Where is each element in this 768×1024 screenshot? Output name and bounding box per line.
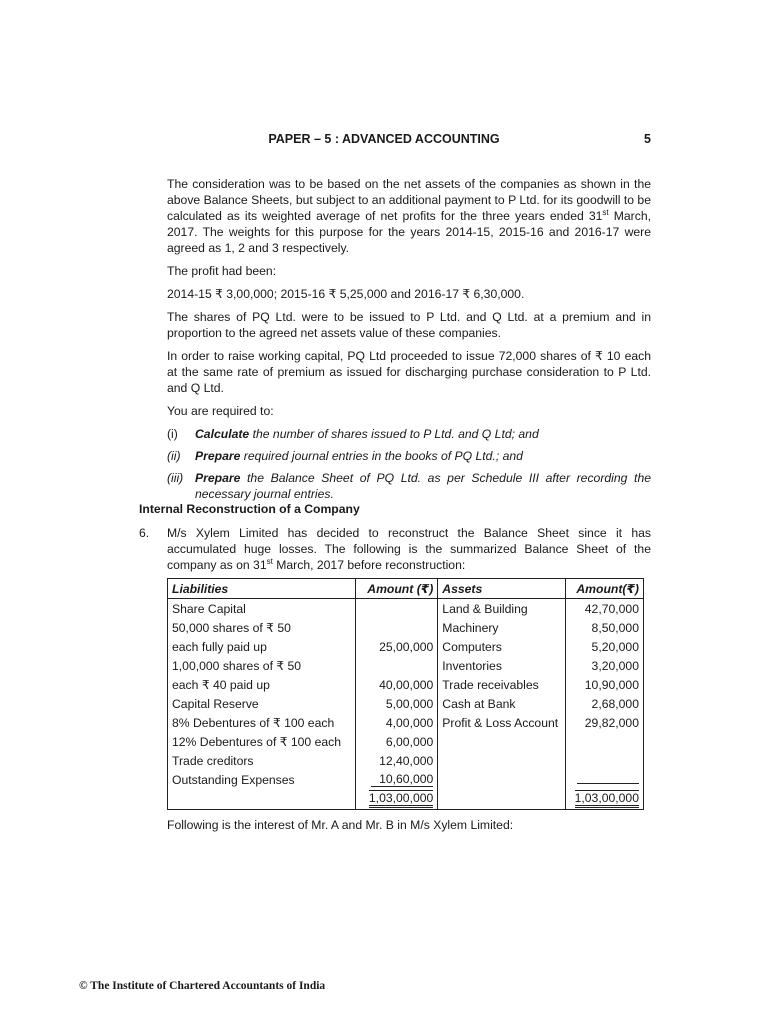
table-row: Trade creditors 12,40,000 [168, 751, 644, 770]
page-header [0, 132, 768, 150]
paper-title: PAPER – 5 : ADVANCED ACCOUNTING [268, 132, 500, 146]
paragraph-required: You are required to: [167, 404, 274, 418]
table-row: each fully paid up 25,00,000 Computers 5,20,000 [168, 637, 644, 656]
requirements-list [167, 426, 651, 502]
list-item: (ii) Prepare required journal entries in the books of PQ Ltd.; and [167, 449, 523, 463]
page-number: 5 [644, 132, 651, 146]
table-row: 12% Debentures of ₹ 100 each 6,00,000 [168, 732, 644, 751]
question-6 [139, 525, 651, 573]
total-assets: 1,03,00,000 [575, 790, 639, 808]
list-item: (iii) Prepare the Balance Sheet of PQ Ltd. as per Schedule III after recording the necessary journal entries. [167, 471, 651, 501]
table-total-row [168, 789, 644, 810]
assets-header: Assets [438, 579, 566, 599]
paragraph-profit-label: The profit had been: [167, 264, 277, 278]
paragraph-shares: The shares of PQ Ltd. were to be issued to P Ltd. and Q Ltd. at a premium and in proportion to the agreed net assets value of these companies. [167, 310, 651, 340]
section-heading: Internal Reconstruction of a Company [139, 502, 360, 516]
amount-header: Amount (₹) [355, 579, 438, 599]
liabilities-header: Liabilities [168, 579, 356, 599]
table-row: Capital Reserve 5,00,000 Cash at Bank 2,68,000 [168, 694, 644, 713]
amount2-header: Amount(₹) [566, 579, 644, 599]
paragraph-profit-values: 2014-15 ₹ 3,00,000; 2015-16 ₹ 5,25,000 and 2016-17 ₹ 6,30,000. [167, 287, 525, 301]
footer-copyright: © The Institute of Chartered Accountants of India [79, 980, 326, 992]
question-text: M/s Xylem Limited has decided to reconstruct the Balance Sheet since it has accumulated huge losses. The following is the summarized Balance Sheet of the company as on 31st March, 2017 before reconstruction: [167, 526, 651, 572]
table-row: 50,000 shares of ₹ 50 Machinery 8,50,000 [168, 618, 644, 637]
total-liabilities: 1,03,00,000 [369, 790, 433, 808]
table-header-row [168, 579, 644, 599]
question-number: 6. [139, 526, 150, 540]
table-row: Outstanding Expenses 10,60,000 [168, 770, 644, 789]
list-item: (i) Calculate the number of shares issued to P Ltd. and Q Ltd; and [167, 427, 539, 441]
paragraph-consideration: The consideration was to be based on the net assets of the companies as shown in the above Balance Sheets, but subject to an additional payment to P Ltd. for its goodwill to be calculated as its weighted average of net profits for the three years ended 31st March, 2017. The weights for this purpose for the years 2014-15, 2015-16 and 2016-17 were agreed as 1, 2 and 3 respectively. [167, 177, 651, 255]
table-row: Share Capital Land & Building 42,70,000 [168, 599, 644, 619]
intro-section [167, 176, 651, 508]
table-row: each ₹ 40 paid up 40,00,000 Trade receivables 10,90,000 [168, 675, 644, 694]
table-row: 1,00,000 shares of ₹ 50 Inventories 3,20,000 [168, 656, 644, 675]
table-row: 8% Debentures of ₹ 100 each 4,00,000 Profit & Loss Account 29,82,000 [168, 713, 644, 732]
paragraph-working-capital: In order to raise working capital, PQ Ltd proceeded to issue 72,000 shares of ₹ 10 each at the same rate of premium as issued for discharging purchase consideration to P Ltd. and Q Ltd. [167, 349, 651, 395]
following-text: Following is the interest of Mr. A and Mr. B in M/s Xylem Limited: [167, 818, 514, 832]
balance-sheet-table [167, 578, 644, 810]
